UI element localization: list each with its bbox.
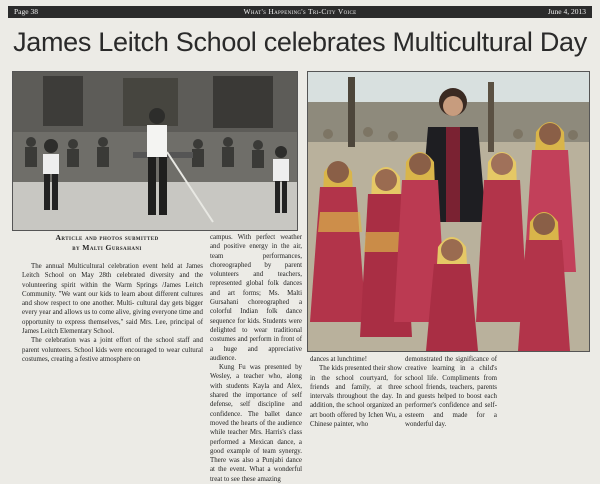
byline-line-2: by Malti Gursahani — [72, 243, 142, 252]
issue-date: June 4, 2013 — [547, 7, 586, 16]
paragraph: Kung Fu was presented by Wesley, a teacher who, along with students Kayla and Alex, shared the importance of self defense, self discipline and confidence. The ballet dance moved the hearts of the audience while teacher Mrs. Harris's class performed a Mexican dance, a good example of team synergy. There was also a Punjabi dance at the event. What a wonderful treat to see these amazing — [210, 364, 302, 483]
header-bar — [8, 6, 592, 18]
article-column-1 — [22, 262, 203, 364]
kung-fu-photo-drawing — [13, 72, 297, 230]
article-column-2 — [210, 233, 302, 484]
byline — [12, 233, 202, 253]
paragraph: The annual Multicultural celebration event held at James Leitch School on May 28th celebrated diversity and the volunteering spirit within the Warm Springs /James Leitch Community. "We want our kids to learn about different cultures and show respect to one another. Multi- cultural day gets bigger every year and allows us to come alive, giving everyone time and opportunity to express themselves," said Mrs. Lee, principal of James Leitch Elementary School. — [22, 263, 203, 336]
paragraph: dances at lunchtime! — [310, 356, 368, 363]
folk-dance-photo-drawing — [308, 72, 589, 351]
byline-line-1: Article and photos submitted — [55, 233, 159, 242]
article-column-3 — [310, 355, 402, 429]
paragraph: demonstrated the significance of creative learning in a child's school life. Compliments from school friends, teachers, parents and guests helped to boost each performer's confidence and self-esteem and made for a wonderful day. — [405, 356, 497, 429]
article-column-4 — [405, 355, 497, 429]
publication-name: What's Happening's Tri-City Voice — [243, 7, 357, 16]
page-number: Page 38 — [14, 7, 38, 16]
paragraph: campus. With perfect weather and positive energy in the air, team performances, choreographed by parent volunteers and teachers, represented global folk dances and art forms; Ms. Malti Gursahani choreographed a colorful Indian folk dance sequence for kids. Students were delighted to wear traditional costumes and perform in front of a huge and appreciative audience. — [210, 234, 302, 362]
kung-fu-photo — [12, 71, 298, 231]
article-headline: James Leitch School celebrates Multicultural Day — [13, 27, 587, 57]
paragraph: The celebration was a joint effort of the school staff and parent volunteers. School kids were encouraged to wear cultural costumes, creating a festive atmosphere on — [22, 337, 203, 363]
folk-dance-photo — [307, 71, 590, 352]
paragraph: The kids presented their show in the school courtyard, for friends and family, at three intervals throughout the day. In addition, the school organized an art booth offered by Ichen Wu, a Chinese painter, who — [310, 365, 402, 429]
